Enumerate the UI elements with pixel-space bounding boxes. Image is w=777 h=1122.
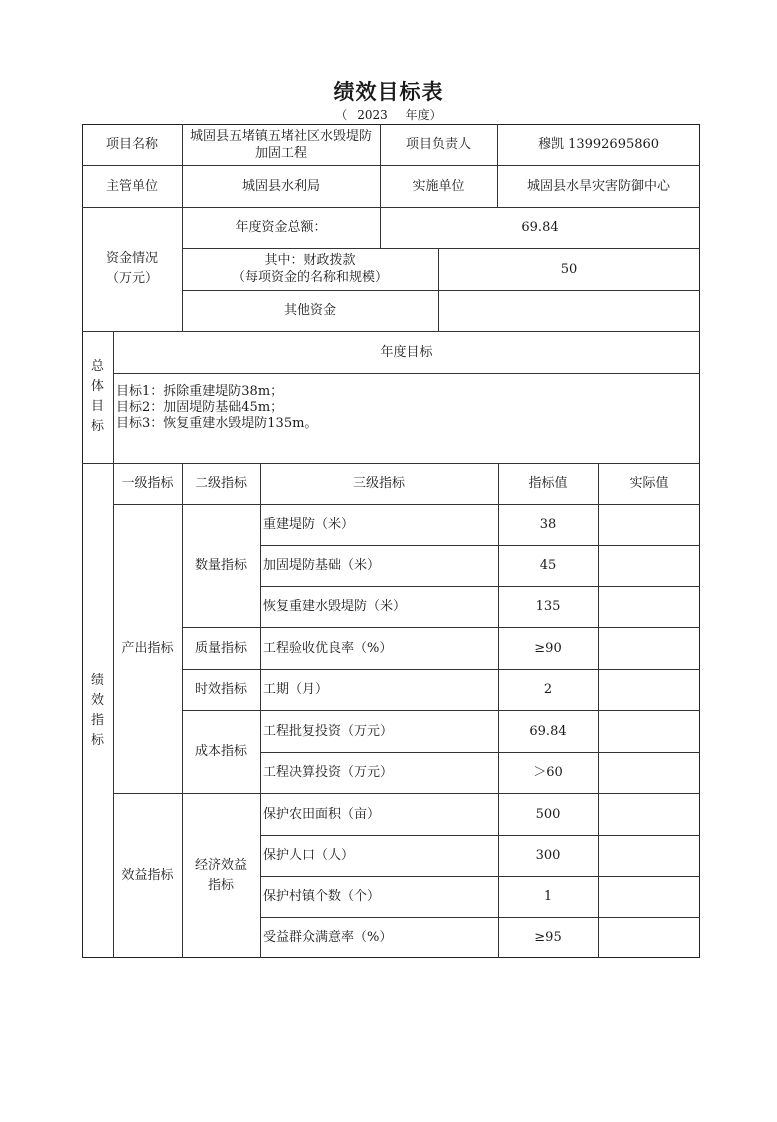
level2-quantity: 数量指标 (194, 558, 247, 573)
funds-fiscal-line2: （每项资金的名称和规模） (231, 270, 388, 285)
indicators-side-label (82, 463, 113, 958)
funds-fiscal-label (182, 248, 438, 290)
header-target-value: 指标值 (528, 476, 568, 491)
header-level1: 一级指标 (121, 476, 174, 491)
funds-fiscal-line1: 其中：财政拨款 (264, 253, 356, 268)
level2-timeliness: 时效指标 (194, 682, 247, 697)
level2-quality: 质量指标 (194, 640, 247, 656)
indicator-name: 受益群众满意率（%） (263, 930, 393, 945)
annual-goal-header: 年度目标 (380, 344, 433, 360)
header-level2: 二级指标 (194, 476, 247, 491)
header-level3: 三级指标 (352, 476, 405, 491)
year-open: （ (335, 108, 348, 122)
indicator-name: 保护人口（人） (263, 848, 355, 863)
level1-benefit: 效益指标 (121, 868, 174, 883)
indicator-actual (598, 876, 700, 917)
level2-economic (182, 793, 260, 958)
indicator-value: 2 (543, 682, 553, 697)
indicator-actual (598, 917, 700, 958)
funds-label-line2: （万元） (105, 271, 158, 286)
level2-economic-line1: 经济效益 (194, 857, 247, 873)
indicator-name: 恢复重建水毁堤防（米） (263, 599, 407, 614)
project-name-line2: 加固工程 (254, 145, 307, 161)
funds-other-label: 其他资金 (283, 303, 336, 318)
indicator-name: 工期（月） (263, 682, 329, 697)
indicator-value: 1 (543, 889, 553, 904)
goal-item: 目标1：拆除重建堤防38m； (116, 384, 284, 399)
indicator-name: 重建堤防（米） (263, 517, 355, 532)
indicator-name: 工程验收优良率（%） (263, 640, 393, 656)
funds-label-line1: 资金情况 (105, 251, 158, 266)
project-leader-label: 项目负责人 (405, 137, 471, 152)
goal-list (116, 384, 317, 432)
funds-label (82, 207, 182, 331)
indicators-side-char: 效 (90, 692, 104, 708)
indicators-side-char: 绩 (90, 672, 104, 688)
impl-label: 实施单位 (412, 178, 465, 194)
indicator-value: ＞60 (533, 765, 563, 780)
project-name-label: 项目名称 (105, 137, 158, 152)
overall-side-char: 总 (90, 359, 104, 374)
project-name-line1: 城固县五堵镇五堵社区水毁堤防 (189, 128, 372, 144)
indicator-value: 38 (539, 517, 557, 532)
indicator-actual (598, 545, 700, 586)
indicator-name: 工程批复投资（万元） (263, 723, 394, 739)
indicators-side-char: 标 (90, 732, 104, 748)
overall-side-char: 标 (90, 419, 104, 434)
impl-value: 城固县水旱灾害防御中心 (526, 178, 670, 194)
goal-item: 目标3：恢复重建水毁堤防135m。 (116, 416, 318, 431)
indicator-name: 保护农田面积（亩） (263, 806, 381, 822)
year-line (0, 106, 777, 123)
dept-label: 主管单位 (105, 178, 158, 194)
header-actual-value: 实际值 (629, 476, 669, 491)
indicator-name: 工程决算投资（万元） (263, 765, 394, 780)
funds-other-value (438, 290, 700, 331)
indicators-side-char: 指 (90, 712, 104, 728)
indicator-actual (598, 627, 700, 669)
indicator-actual (598, 793, 700, 835)
project-name-value (182, 124, 380, 165)
indicator-actual (598, 669, 700, 710)
level1-output: 产出指标 (121, 641, 174, 656)
level2-cost: 成本指标 (194, 744, 247, 759)
indicator-name: 保护村镇个数（个） (263, 889, 381, 904)
indicator-actual (598, 586, 700, 627)
indicator-value: 500 (535, 806, 561, 822)
indicator-actual (598, 752, 700, 793)
page-title: 绩效目标表 (333, 79, 444, 104)
indicator-value: 135 (535, 599, 561, 614)
dept-value: 城固县水利局 (241, 178, 320, 194)
indicator-actual (598, 835, 700, 876)
funds-fiscal-value: 50 (560, 261, 578, 277)
project-leader-value: 穆凯 13992695860 (537, 137, 660, 152)
indicator-name: 加固堤防基础（米） (263, 558, 381, 573)
overall-side-char: 体 (90, 379, 104, 394)
indicator-actual (598, 710, 700, 752)
overall-side-label (82, 331, 113, 463)
indicator-value: 300 (535, 848, 561, 863)
indicator-value: ≥95 (534, 930, 562, 945)
goal-item: 目标2：加固堤防基础45m； (116, 400, 284, 415)
indicator-value: ≥90 (534, 640, 562, 656)
indicator-actual (598, 504, 700, 545)
overall-side-char: 目 (90, 399, 104, 414)
indicator-value: 45 (539, 558, 557, 573)
funds-total-value: 69.84 (521, 220, 559, 235)
indicator-value: 69.84 (529, 723, 567, 739)
year-label: 年度） (405, 108, 442, 122)
funds-total-label: 年度资金总额： (235, 220, 327, 235)
year-value: 2023 (357, 108, 388, 122)
level2-economic-line2: 指标 (207, 877, 234, 893)
